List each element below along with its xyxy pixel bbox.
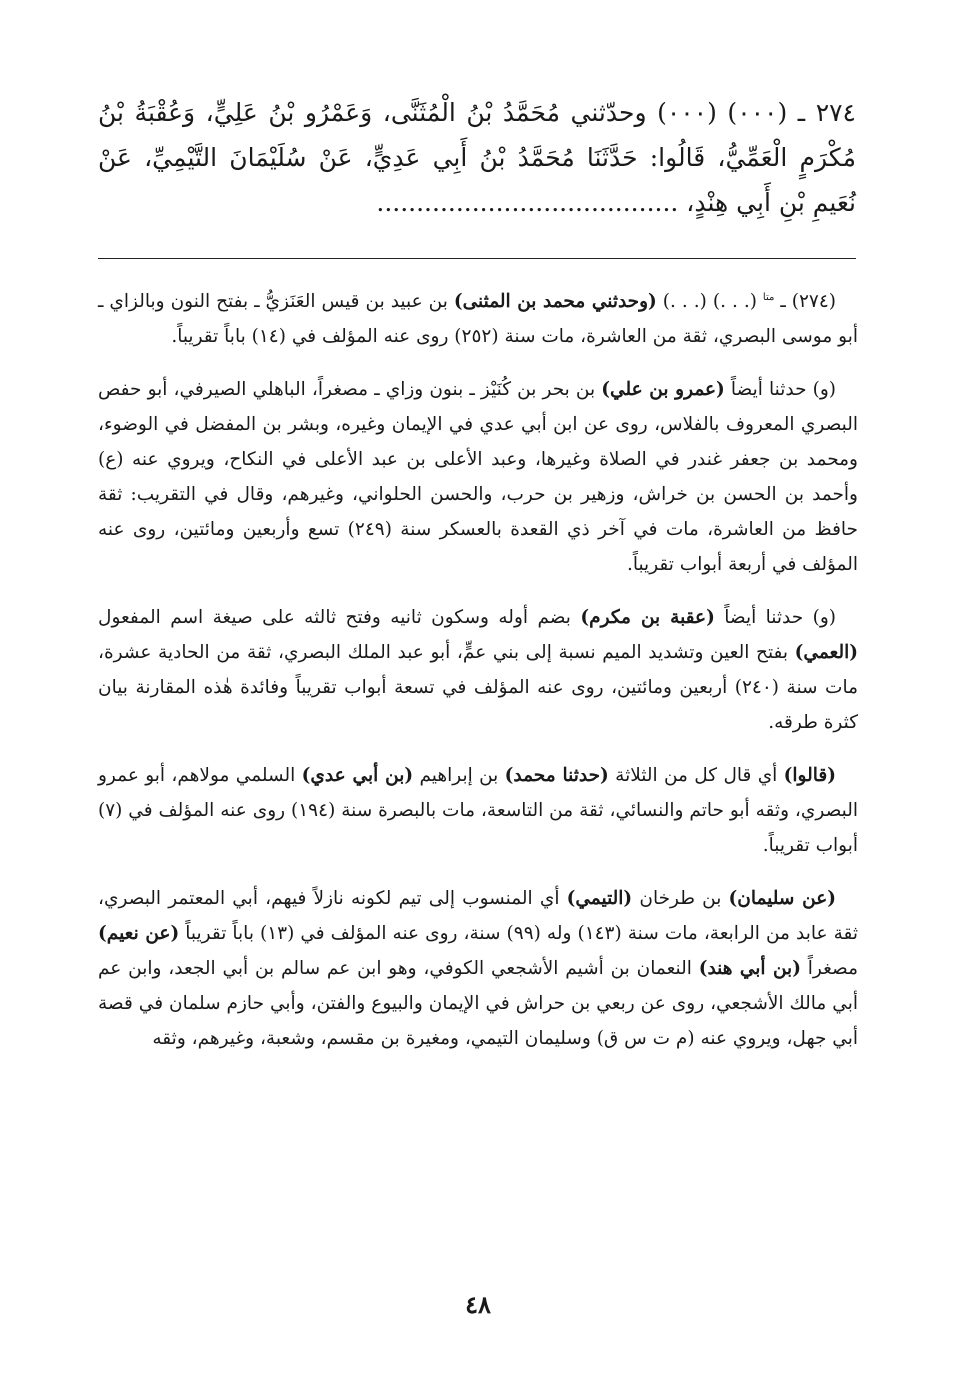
commentary-text: بضم أوله وسكون ثانيه وفتح ثالثه على صيغة اسم المفعول	[98, 607, 581, 629]
commentary-text: (و) حدثنا أيضاً	[714, 607, 836, 629]
commentary-text: بن بحر بن كُنَيْز ـ بنون وزاي ـ مصغراً، الباهلي الصيرفي، أبو حفص البصري المعروف بالفلاس، روى عن ابن أبي عدي في الإيمان وغيره، وبشر بن المفضل في الوضوء، ومحمد بن جعفر غندر في الصلاة وغيرها، وعبد الأعلى بن عبد الأعلى في النكاح، ويروي عنه (ع) وأحمد بن الحسن بن خراش، وزهير بن حرب، والحسن الحلواني، وغيرهم، وقال في التقريب: ثقة حافظ من العاشرة، مات في آخر ذي القعدة بالعسكر سنة (٢٤٩) تسع وأربعين ومائتين، روى عنه المؤلف في أربعة أبواب تقريباً.	[98, 379, 858, 576]
bold-lemma: (عقبة بن مكرم)	[580, 607, 715, 629]
bold-lemma: (عن سليمان)	[728, 888, 836, 910]
commentary-text: (٢٧٤) ـ	[774, 291, 836, 313]
commentary-text: بن عبيد بن قيس العَنَزيُّ ـ بفتح النون وبالزاي ـ أبو موسى البصري، ثقة من العاشرة، مات سنة (٢٥٢) روى عنه المؤلف في (١٤) باباً تقريباً.	[98, 291, 858, 348]
commentary-text: النعمان بن أشيم الأشجعي الكوفي، وهو ابن عم سالم بن أبي الجعد، وابن عم أبي مالك الأشجعي، روى عن ربعي بن حراش في الإيمان والبيوع والفتن، وأبي حازم سلمان في قصة أبي جهل، ويروي عنه (م ت س ق) وسليمان التيمي، ومغيرة بن مقسم، وشعبة، وغيرهم، وثقه	[98, 958, 858, 1050]
bold-lemma: (بن أبي عدي)	[301, 765, 414, 787]
bold-lemma: (حدثنا محمد)	[504, 765, 609, 787]
bold-lemma: (وحدثني محمد بن المثنى)	[453, 291, 657, 313]
bold-lemma: (قالوا)	[783, 765, 836, 787]
commentary-paragraph	[98, 881, 858, 1056]
commentary-text: (و) حدثنا أيضاً	[724, 379, 837, 401]
bold-lemma: (عن نعيم)	[98, 923, 180, 945]
page-number: ٤٨	[465, 1290, 491, 1319]
commentary-text: أي قال كل من الثلاثة	[608, 765, 784, 787]
bold-lemma: (التيمي)	[566, 888, 633, 910]
commentary-paragraph	[98, 758, 858, 863]
commentary-text: بن إبراهيم	[413, 765, 505, 787]
commentary-section	[98, 280, 858, 1074]
bold-lemma: (العمي)	[794, 642, 858, 664]
bold-lemma: (عمرو بن علي)	[601, 379, 725, 401]
commentary-text: بن طرخان	[632, 888, 729, 910]
hadith-text: ٢٧٤ ـ (٠٠٠) (٠٠٠) وحدّثني مُحَمَّدُ بْنُ الْمُثَنَّى، وَعَمْرُو بْنُ عَلِيٍّ، وَعُقْبَةُ بْنُ مُكْرَمٍ الْعَمِّيُّ، قَالُوا: حَدَّثَنَا مُحَمَّدُ بْنُ أَبِي عَدِيٍّ، عَنْ سُلَيْمَانَ التَّيْمِيِّ، عَنْ نُعَيمِ بْنِ أَبِي هِنْدٍ، ......................................	[98, 98, 856, 217]
commentary-paragraph	[98, 600, 858, 740]
commentary-paragraph	[98, 280, 858, 354]
commentary-text: مصغراً	[800, 958, 858, 980]
marginal-sigla: متا	[762, 292, 775, 303]
commentary-text: السلمي مولاهم، أبو عمرو البصري، وثقه أبو حاتم والنسائي، ثقة من التاسعة، مات بالبصرة سنة (١٩٤) روى عنه المؤلف في (٧) أبواب تقريباً.	[98, 765, 858, 857]
commentary-text: أي المنسوب إلى تيم لكونه نازلاً فيهم، أبي المعتمر البصري، ثقة عابد من الرابعة، مات سنة (١٤٣) وله (٩٩) سنة، روى عنه المؤلف في (١٣) باباً تقريباً	[98, 888, 859, 945]
footnote-divider	[98, 258, 856, 259]
commentary-text: بفتح العين وتشديد الميم نسبة إلى بني عمٍّ، أبو عبد الملك البصري، ثقة من الحادية عشرة، مات سنة (٢٤٠) أربعين ومائتين، روى عنه المؤلف في تسعة أبواب تقريباً وفائدة هٰذه المقارنة بيان كثرة طرقه.	[98, 642, 858, 734]
bold-lemma: (بن أبي هند)	[698, 958, 801, 980]
commentary-text: (. . .) (. . .)	[656, 291, 763, 313]
commentary-paragraph	[98, 372, 858, 582]
